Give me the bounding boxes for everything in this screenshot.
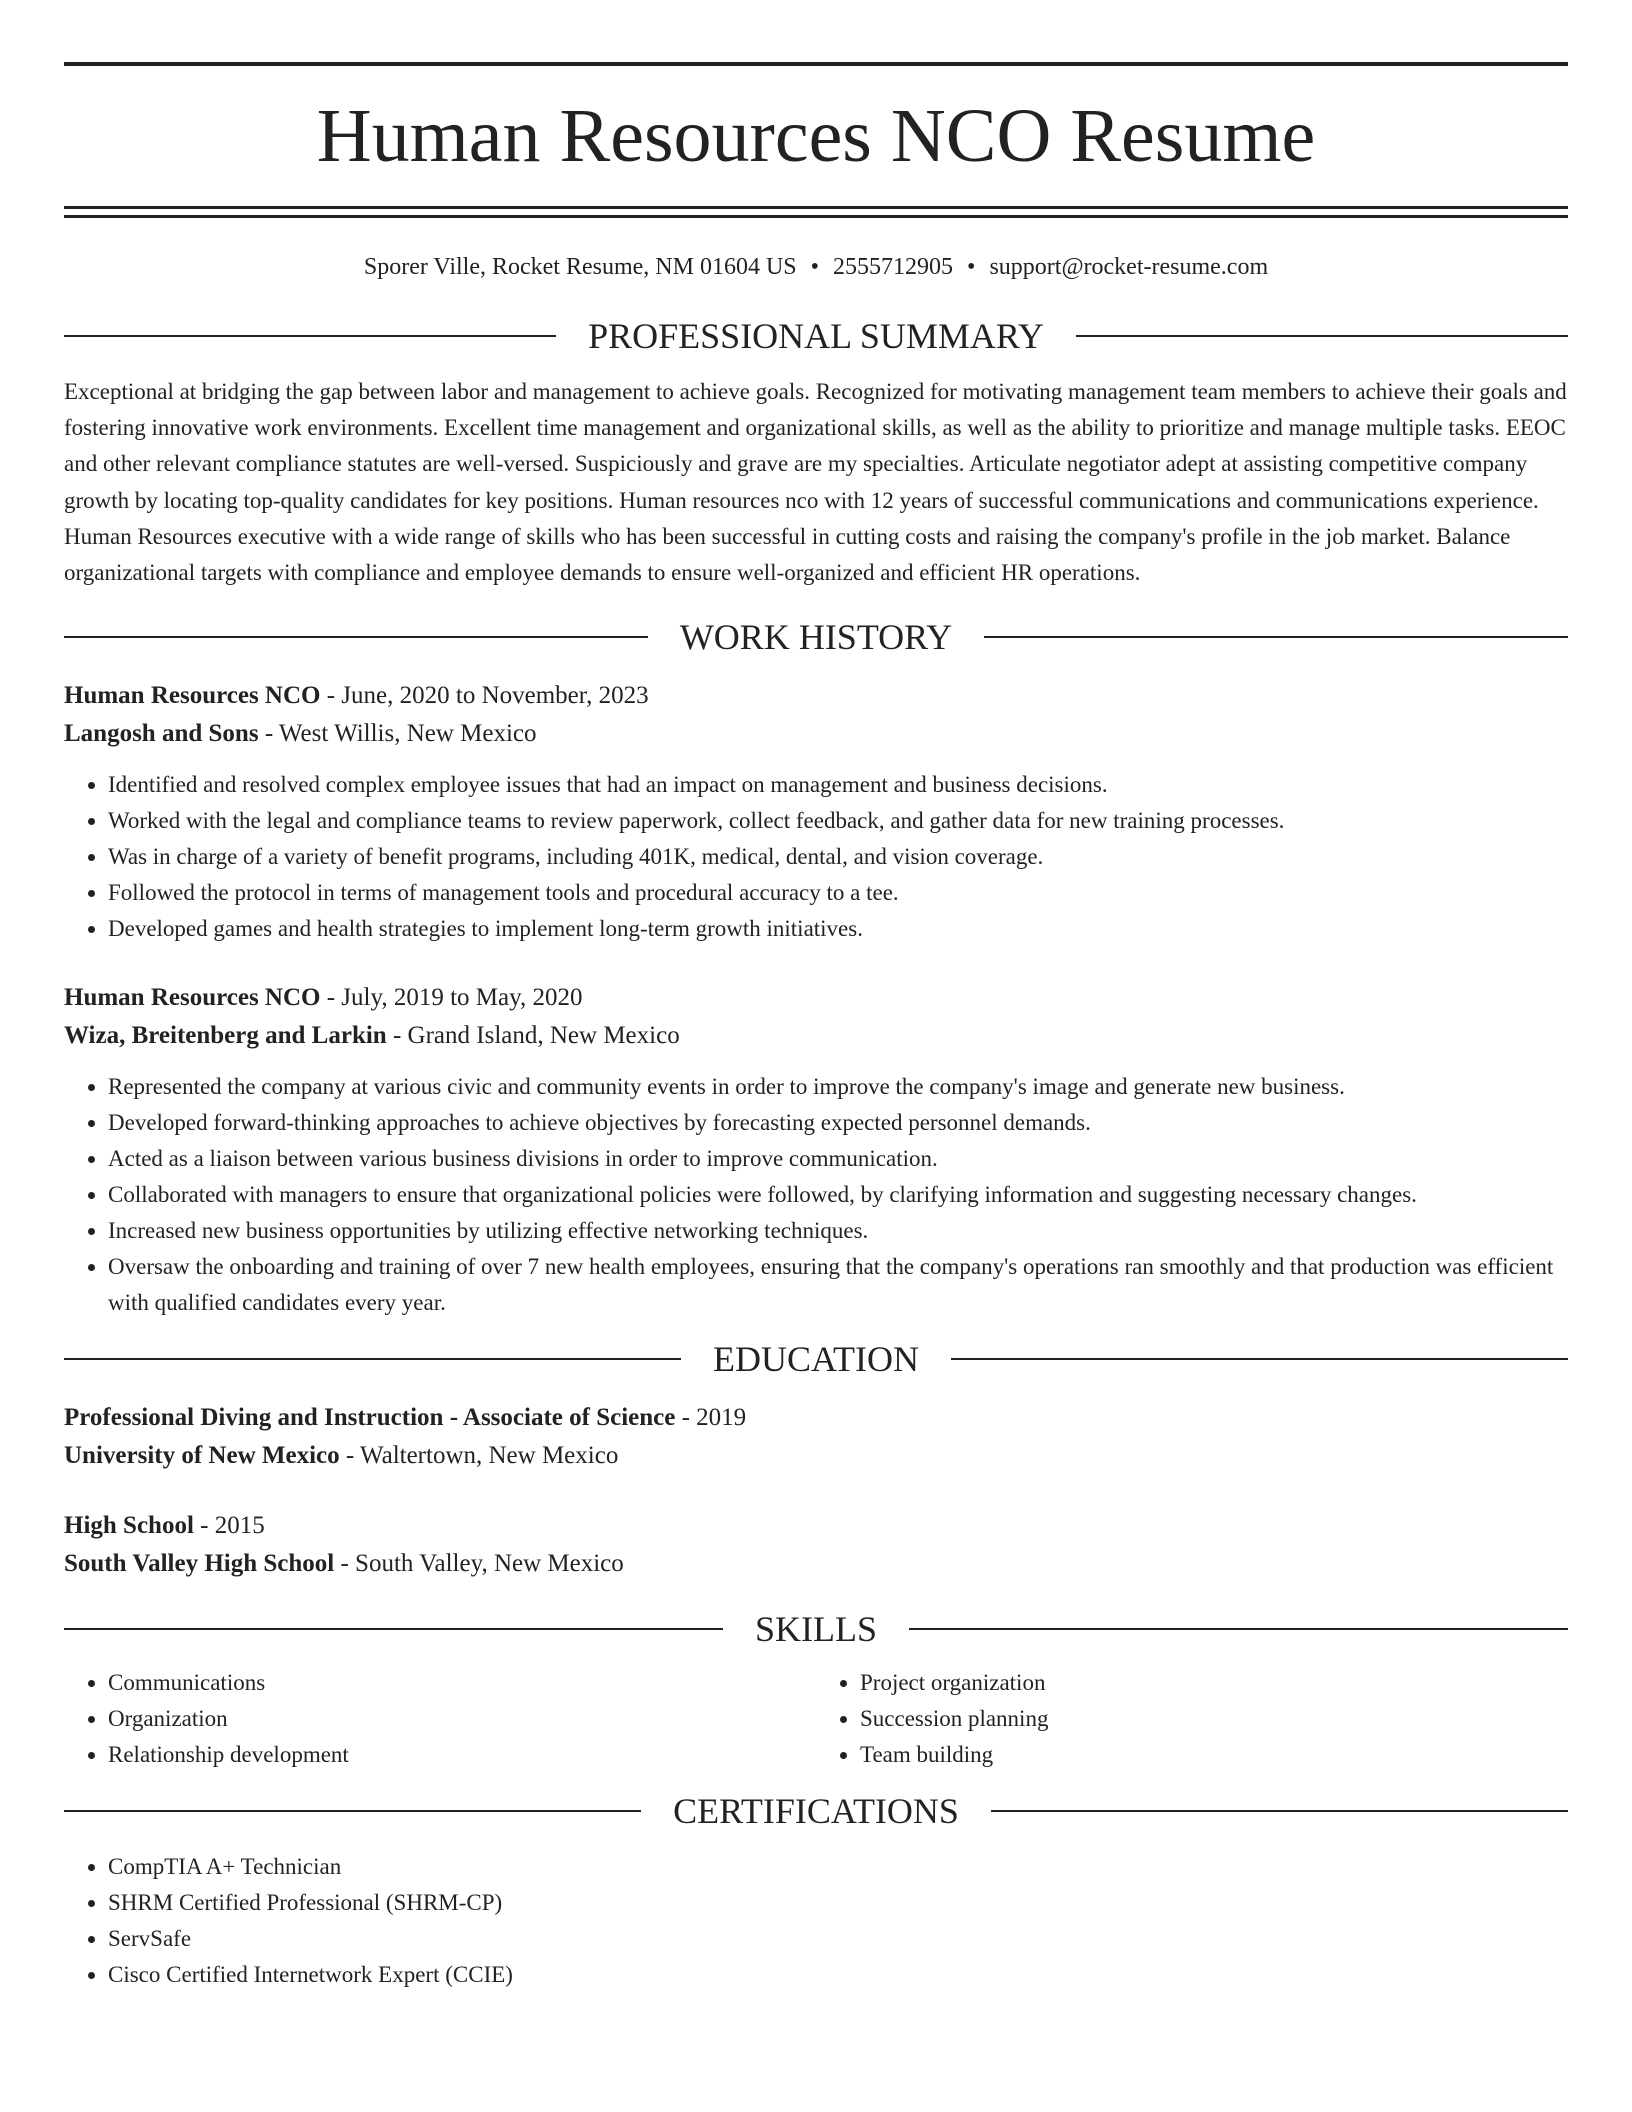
job-bullet: • Represented the company at various civic and community events in order to improve the company's image and generate new business. (108, 1069, 1568, 1105)
job-company: Langosh and Sons (64, 720, 259, 748)
heading-rule (64, 335, 556, 337)
education-school-line (64, 1545, 1568, 1583)
section-title: SKILLS (755, 1609, 878, 1650)
section-heading-skills (64, 1605, 1568, 1653)
education-school: South Valley High School (64, 1550, 335, 1578)
job-bullet: • Followed the protocol in terms of management tools and procedural accuracy to a tee. (108, 875, 1568, 911)
job-bullet: • Increased new business opportunities by utilizing effective networking techniques. (108, 1213, 1568, 1249)
job-bullet: • Oversaw the onboarding and training of over 7 new health employees, ensuring that the company's operations ran smoothly and that production was efficient with qualified candidates every year. (108, 1249, 1568, 1321)
heading-rule (64, 1358, 681, 1360)
certifications-list (64, 1849, 1568, 1993)
education-school: University of New Mexico (64, 1442, 340, 1470)
certification-item: • SHRM Certified Professional (SHRM-CP) (108, 1885, 1568, 1921)
skills-column-right (816, 1665, 1568, 1773)
heading-rule (991, 1810, 1568, 1812)
skill-item: • Relationship development (108, 1737, 816, 1773)
job-company-line (64, 715, 1568, 753)
job-location: - Grand Island, New Mexico (386, 1022, 680, 1050)
job-dates: - July, 2019 to May, 2020 (320, 984, 583, 1012)
skill-item: • Organization (108, 1701, 816, 1737)
skill-item: • Team building (860, 1737, 1568, 1773)
page-title: Human Resources NCO Resume (316, 94, 1316, 178)
job-company: Wiza, Breitenberg and Larkin (64, 1022, 387, 1050)
job-entry (64, 677, 1568, 947)
job-bullet: • Acted as a liaison between various business divisions in order to improve communication. (108, 1141, 1568, 1177)
job-bullet: • Developed games and health strategies to implement long-term growth initiatives. (108, 911, 1568, 947)
summary-text: Exceptional at bridging the gap between labor and management to achieve goals. Recognized for motivating management team members to achieve their goals and fostering innovative work environments. Excellent time management and organizational skills, as well as the ability to prioritize and manage multiple tasks. EEOC and other relevant compliance statutes are well-versed. Suspiciously and grave are my specialties. Articulate negotiator adept at assisting competitive company growth by locating top-quality candidates for key positions. Human resources nco with 12 years of successful communications and communications experience. Human Resources executive with a wide range of skills who has been successful in cutting costs and raising the company's profile in the job market. Balance organizational targets with compliance and employee demands to ensure well-organized and efficient HR operations. (64, 379, 1567, 586)
section-heading-education (64, 1335, 1568, 1383)
job-bullet: • Developed forward-thinking approaches to achieve objectives by forecasting expected personnel demands. (108, 1105, 1568, 1141)
job-entry (64, 979, 1568, 1321)
job-title-line (64, 677, 1568, 715)
heading-rule (984, 636, 1568, 638)
education-entry (64, 1399, 1568, 1475)
skill-item: • Communications (108, 1665, 816, 1701)
education-location: - South Valley, New Mexico (334, 1550, 624, 1578)
section-title: WORK HISTORY (679, 617, 953, 658)
contact-separator: • (967, 254, 976, 280)
section-title: EDUCATION (713, 1339, 919, 1380)
heading-rule (64, 636, 648, 638)
education-degree-line (64, 1399, 1568, 1437)
job-title: Human Resources NCO (64, 984, 321, 1012)
top-rule (64, 62, 1568, 66)
skills-column-left (64, 1665, 816, 1773)
contact-line (64, 252, 1568, 282)
contact-email: support@rocket-resume.com (989, 254, 1269, 280)
section-heading-certifications (64, 1787, 1568, 1835)
skill-item: • Succession planning (860, 1701, 1568, 1737)
certification-item: • ServSafe (108, 1921, 1568, 1957)
section-title: PROFESSIONAL SUMMARY (588, 316, 1044, 356)
skills-grid (64, 1665, 1568, 1773)
job-bullets (64, 767, 1568, 947)
section-title: CERTIFICATIONS (673, 1791, 959, 1832)
job-bullet: • Was in charge of a variety of benefit programs, including 401K, medical, dental, and vision coverage. (108, 839, 1568, 875)
education-year: - 2019 (675, 1404, 747, 1432)
heading-rule (1076, 335, 1568, 337)
education-degree: High School (64, 1512, 194, 1540)
job-location: - West Willis, New Mexico (258, 720, 537, 748)
title-double-rule (64, 206, 1568, 218)
job-title-line (64, 979, 1568, 1017)
job-dates: - June, 2020 to November, 2023 (320, 682, 649, 710)
heading-rule (909, 1628, 1568, 1630)
resume-page (64, 0, 1568, 1993)
education-degree-line (64, 1507, 1568, 1545)
certification-item: • Cisco Certified Internetwork Expert (CCIE) (108, 1957, 1568, 1993)
certification-item: • CompTIA A+ Technician (108, 1849, 1568, 1885)
job-bullet: • Identified and resolved complex employee issues that had an impact on management and business decisions. (108, 767, 1568, 803)
section-heading-summary (64, 312, 1568, 360)
contact-address: Sporer Ville, Rocket Resume, NM 01604 US (363, 254, 797, 280)
education-school-line (64, 1437, 1568, 1475)
job-bullets (64, 1069, 1568, 1321)
contact-phone: 2555712905 (833, 254, 954, 280)
education-year: - 2015 (193, 1512, 265, 1540)
job-bullet: • Collaborated with managers to ensure that organizational policies were followed, by clarifying information and suggesting necessary changes. (108, 1177, 1568, 1213)
heading-rule (64, 1628, 723, 1630)
job-company-line (64, 1017, 1568, 1055)
skill-item: • Project organization (860, 1665, 1568, 1701)
section-heading-work-history (64, 613, 1568, 661)
heading-rule (64, 1810, 641, 1812)
heading-rule (951, 1358, 1568, 1360)
job-bullet: • Worked with the legal and compliance teams to review paperwork, collect feedback, and gather data for new training processes. (108, 803, 1568, 839)
education-location: - Waltertown, New Mexico (339, 1442, 619, 1470)
education-degree: Professional Diving and Instruction - Associate of Science (64, 1404, 676, 1432)
contact-separator: • (810, 254, 820, 280)
job-title: Human Resources NCO (64, 682, 321, 710)
education-entry (64, 1507, 1568, 1583)
